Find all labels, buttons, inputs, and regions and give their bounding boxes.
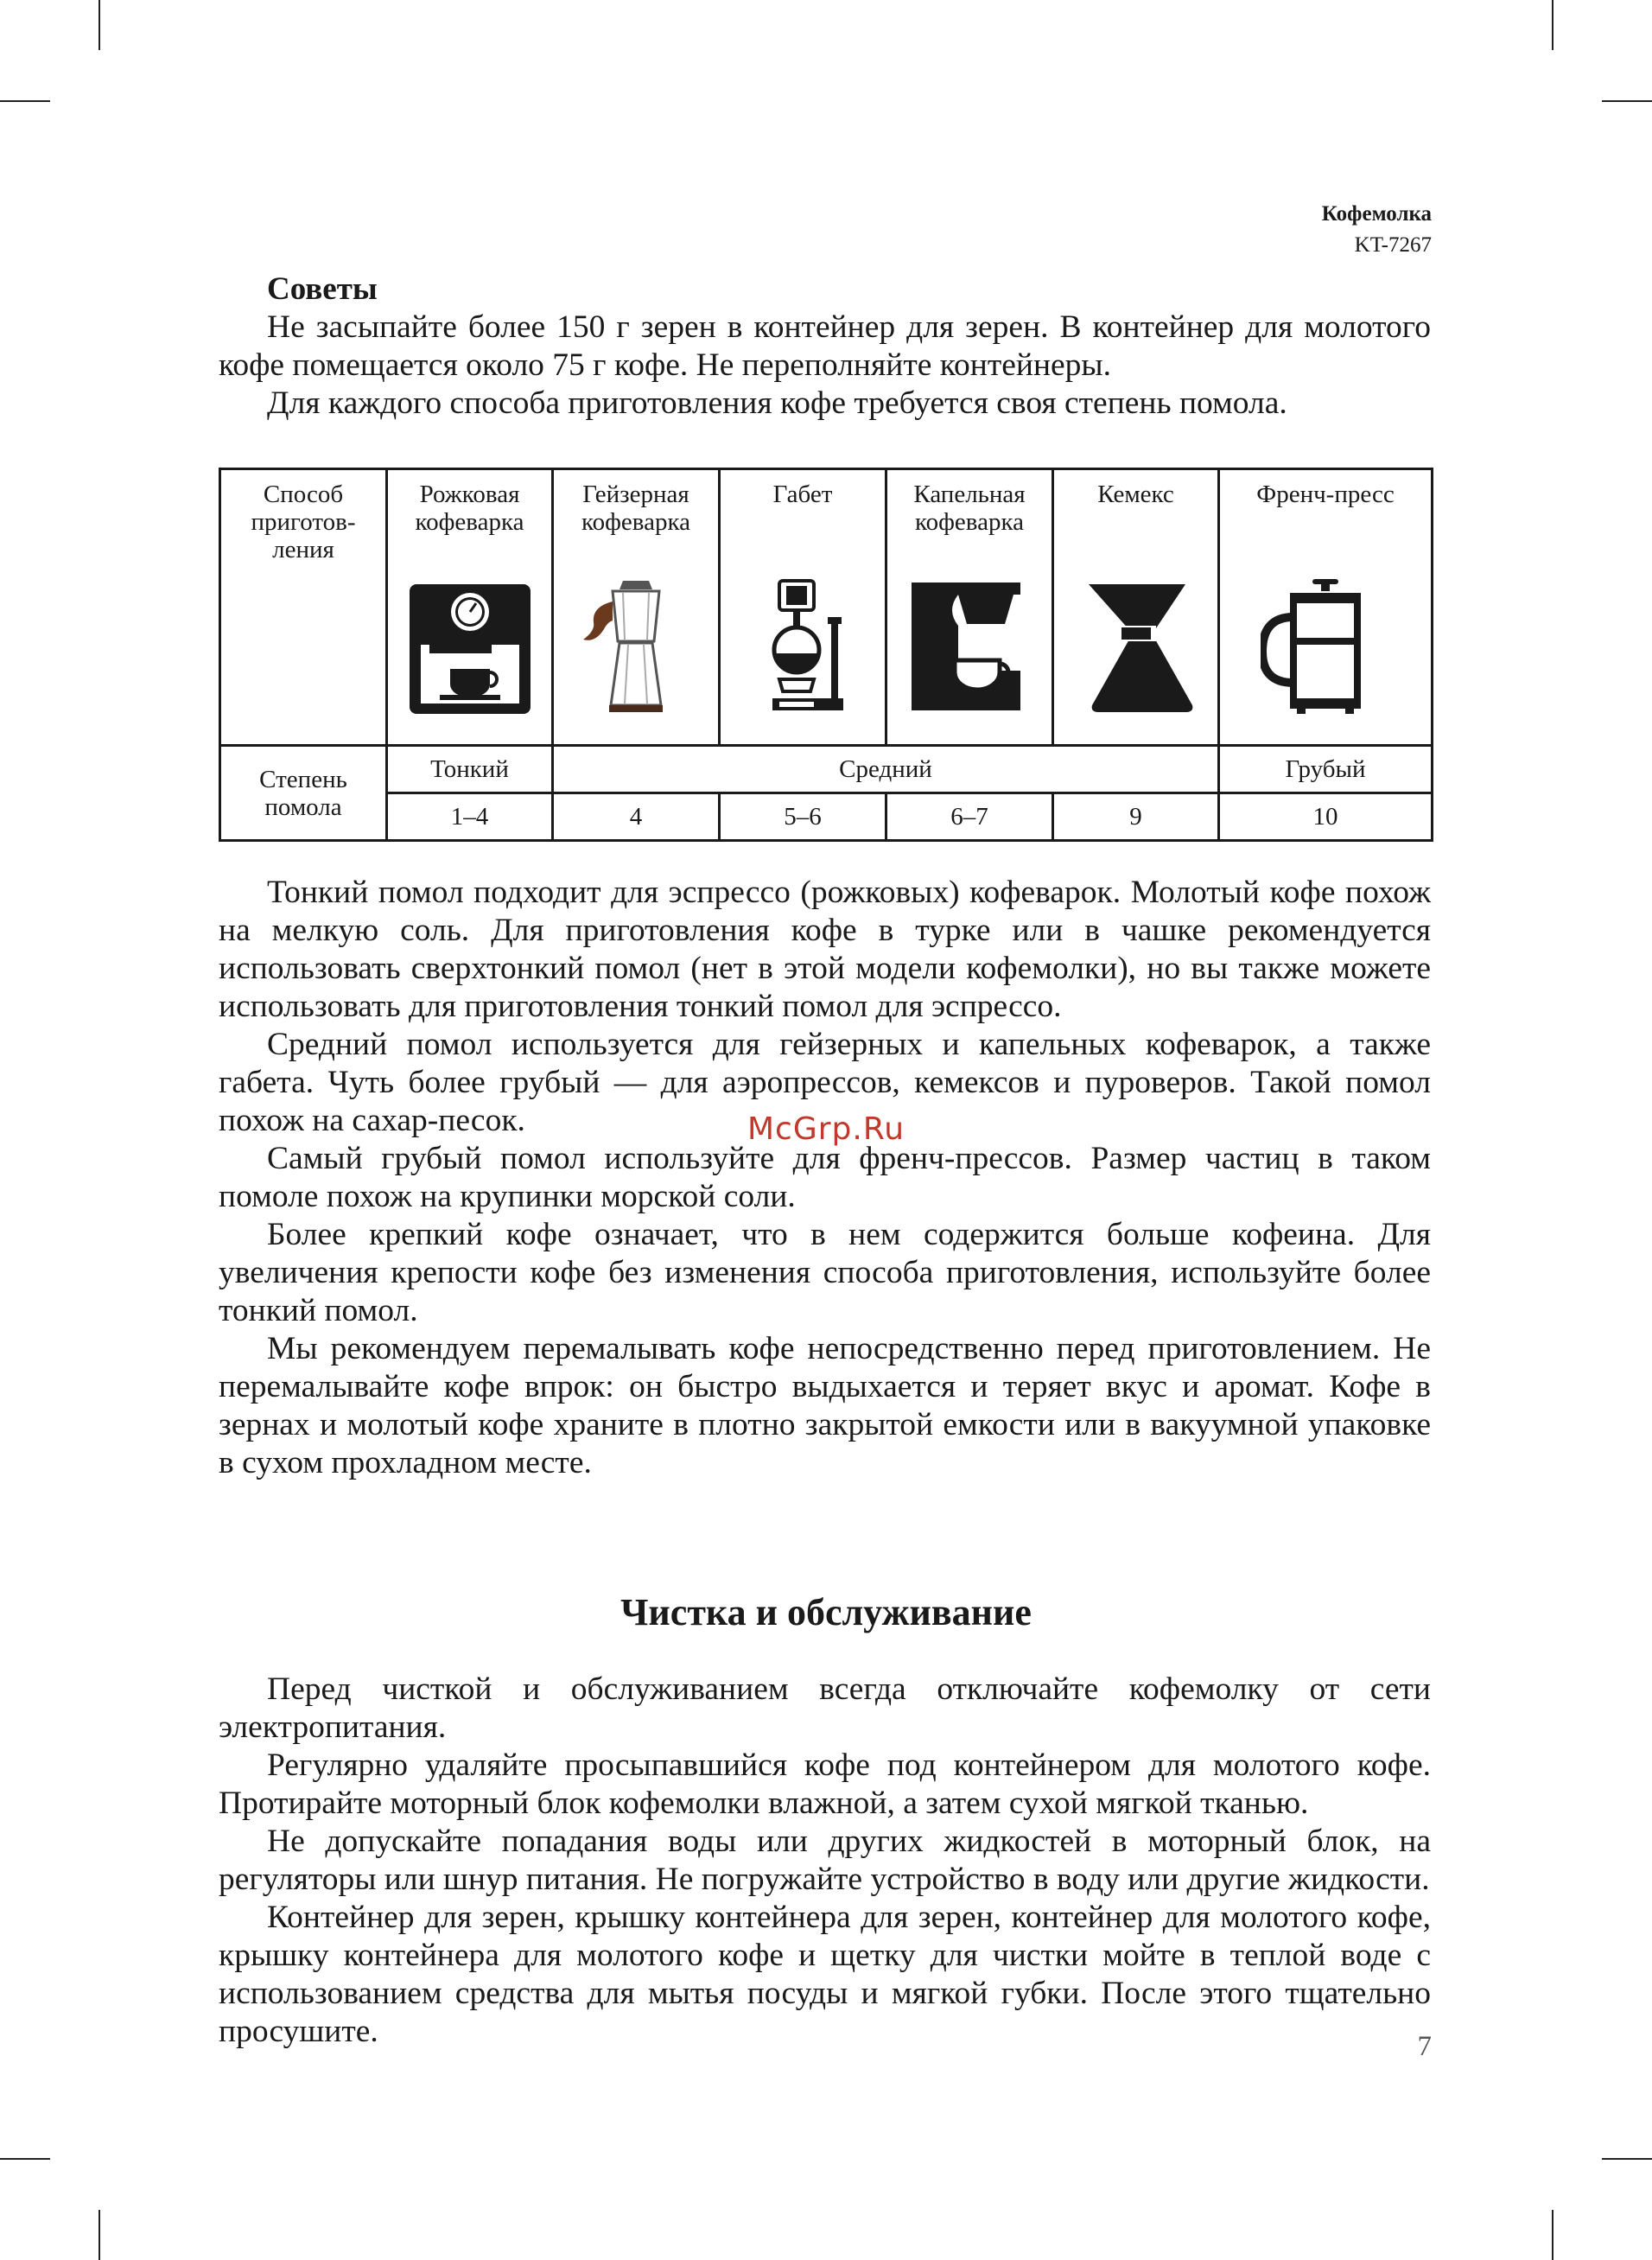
method-cell-siphon [720, 469, 886, 746]
method-name: Рожковая кофеварка [415, 481, 524, 536]
body-paragraph: Мы рекомендуем перемалывать кофе непосредственно перед приготовлением. Не перемалывайте кофе впрок: он быстро выдыхается и теряет вкус и аромат. Кофе в зернах и молотый кофе храните в плотно закрытой емкости или в вакуумной упаковке в сухом прохладном месте. [219, 1331, 1431, 1480]
body-paragraph: Самый грубый помол используйте для френч-прессов. Размер частиц в таком помоле похож на крупинки морской соли. [219, 1141, 1431, 1214]
chemex-icon [1071, 577, 1201, 716]
grind-label: Степень помола [259, 765, 347, 821]
body-paragraph: Более крепкий кофе означает, что в нем содержится больше кофеина. Для увеличения крепости кофе без изменения способа приготовления, используйте более тонкий помол. [219, 1217, 1431, 1328]
method-cell-moka [553, 469, 720, 746]
grind-table [219, 468, 1433, 842]
method-name: Гейзерная кофеварка [581, 481, 690, 536]
cleaning-paragraph: Перед чисткой и обслуживанием всегда отключайте кофемолку от сети электропитания. [219, 1671, 1431, 1745]
tips-paragraph: Не засыпайте более 150 г зерен в контейнер для зерен. В контейнер для молотого кофе помещается около 75 г кофе. Не переполняйте контейнеры. [219, 309, 1431, 383]
method-label-cell [220, 469, 387, 746]
grind-medium-cell [553, 746, 1219, 793]
method-name: Капельная кофеварка [913, 481, 1026, 536]
tips-heading: Советы [267, 271, 378, 307]
moka-pot-icon [571, 577, 701, 716]
cleaning-paragraph: Регулярно удаляйте просыпавшийся кофе под контейнером для молотого кофе. Протирайте моторный блок кофемолки влажной, а затем сухой мягкой тканью. [219, 1748, 1431, 1821]
method-name: Габет [772, 481, 833, 508]
crop-mark [98, 2210, 100, 2260]
grind-label-cell [220, 746, 387, 841]
tips-paragraph: Для каждого способа приготовления кофе требуется своя степень помола. [267, 385, 1287, 421]
method-cell-french-press [1219, 469, 1433, 746]
running-header [1322, 199, 1432, 261]
page-number: 7 [1417, 2031, 1432, 2062]
grind-medium: Средний [839, 755, 932, 783]
tips-text [219, 309, 1431, 423]
watermark: McGrp.Ru [747, 1111, 905, 1147]
method-cell-chemex [1053, 469, 1219, 746]
grind-coarse: Грубый [1285, 755, 1366, 783]
header-product: Кофемолка [1321, 202, 1432, 226]
crop-mark [1602, 2158, 1652, 2160]
crop-mark [1552, 2210, 1554, 2260]
grind-explanation [219, 874, 1431, 1482]
header-model: KT-7267 [1354, 233, 1432, 257]
french-press-icon [1261, 577, 1390, 716]
siphon-icon [738, 577, 867, 716]
drip-coffee-maker-icon [905, 577, 1034, 716]
method-cell-espresso [387, 469, 553, 746]
crop-mark [98, 0, 100, 50]
body-paragraph: Тонкий помол подходит для эспрессо (рожковых) кофеварок. Молотый кофе похож на мелкую соль. Для приготовления кофе в турке или в чашке рекомендуется использовать сверхтонкий помол (нет в этой модели кофемолки), но вы также можете использовать для приготовления тонкий помол для эспрессо. [219, 875, 1431, 1024]
crop-mark [1602, 100, 1652, 102]
setting-cell: 9 [1053, 793, 1219, 841]
espresso-machine-icon [405, 577, 535, 716]
setting-cell: 10 [1219, 793, 1433, 841]
setting-cell: 6–7 [886, 793, 1053, 841]
grind-coarse-cell [1219, 746, 1433, 793]
setting-cell: 4 [553, 793, 720, 841]
crop-mark [0, 100, 50, 102]
setting-cell: 1–4 [387, 793, 553, 841]
cleaning-text [219, 1671, 1431, 2051]
method-cell-drip [886, 469, 1053, 746]
cleaning-heading: Чистка и обслуживание [620, 1591, 1032, 1633]
cleaning-paragraph: Не допускайте попадания воды или других жидкостей в моторный блок, на регуляторы или шнур питания. Не погружайте устройство в воду или другие жидкости. [219, 1824, 1431, 1897]
method-label: Способ приготов-ления [251, 481, 356, 563]
crop-mark [1552, 0, 1554, 50]
method-name: Кемекс [1097, 481, 1174, 508]
cleaning-paragraph: Контейнер для зерен, крышку контейнера для зерен, контейнер для молотого кофе, крышку контейнера для молотого кофе и щетку для чистки мойте в теплой воде с использованием средства для мытья посуды и мягкой губки. После этого тщательно просушите. [219, 1900, 1431, 2049]
grind-fine-cell [387, 746, 553, 793]
crop-mark [0, 2158, 50, 2160]
grind-fine: Тонкий [430, 755, 509, 783]
body-paragraph: Средний помол используется для гейзерных и капельных кофеварок, а также габета. Чуть более грубый — для аэропрессов, кемексов и пуроверов. Такой помол похож на сахар-песок. [219, 1027, 1431, 1138]
setting-cell: 5–6 [720, 793, 886, 841]
method-name: Френч-пресс [1256, 481, 1395, 508]
